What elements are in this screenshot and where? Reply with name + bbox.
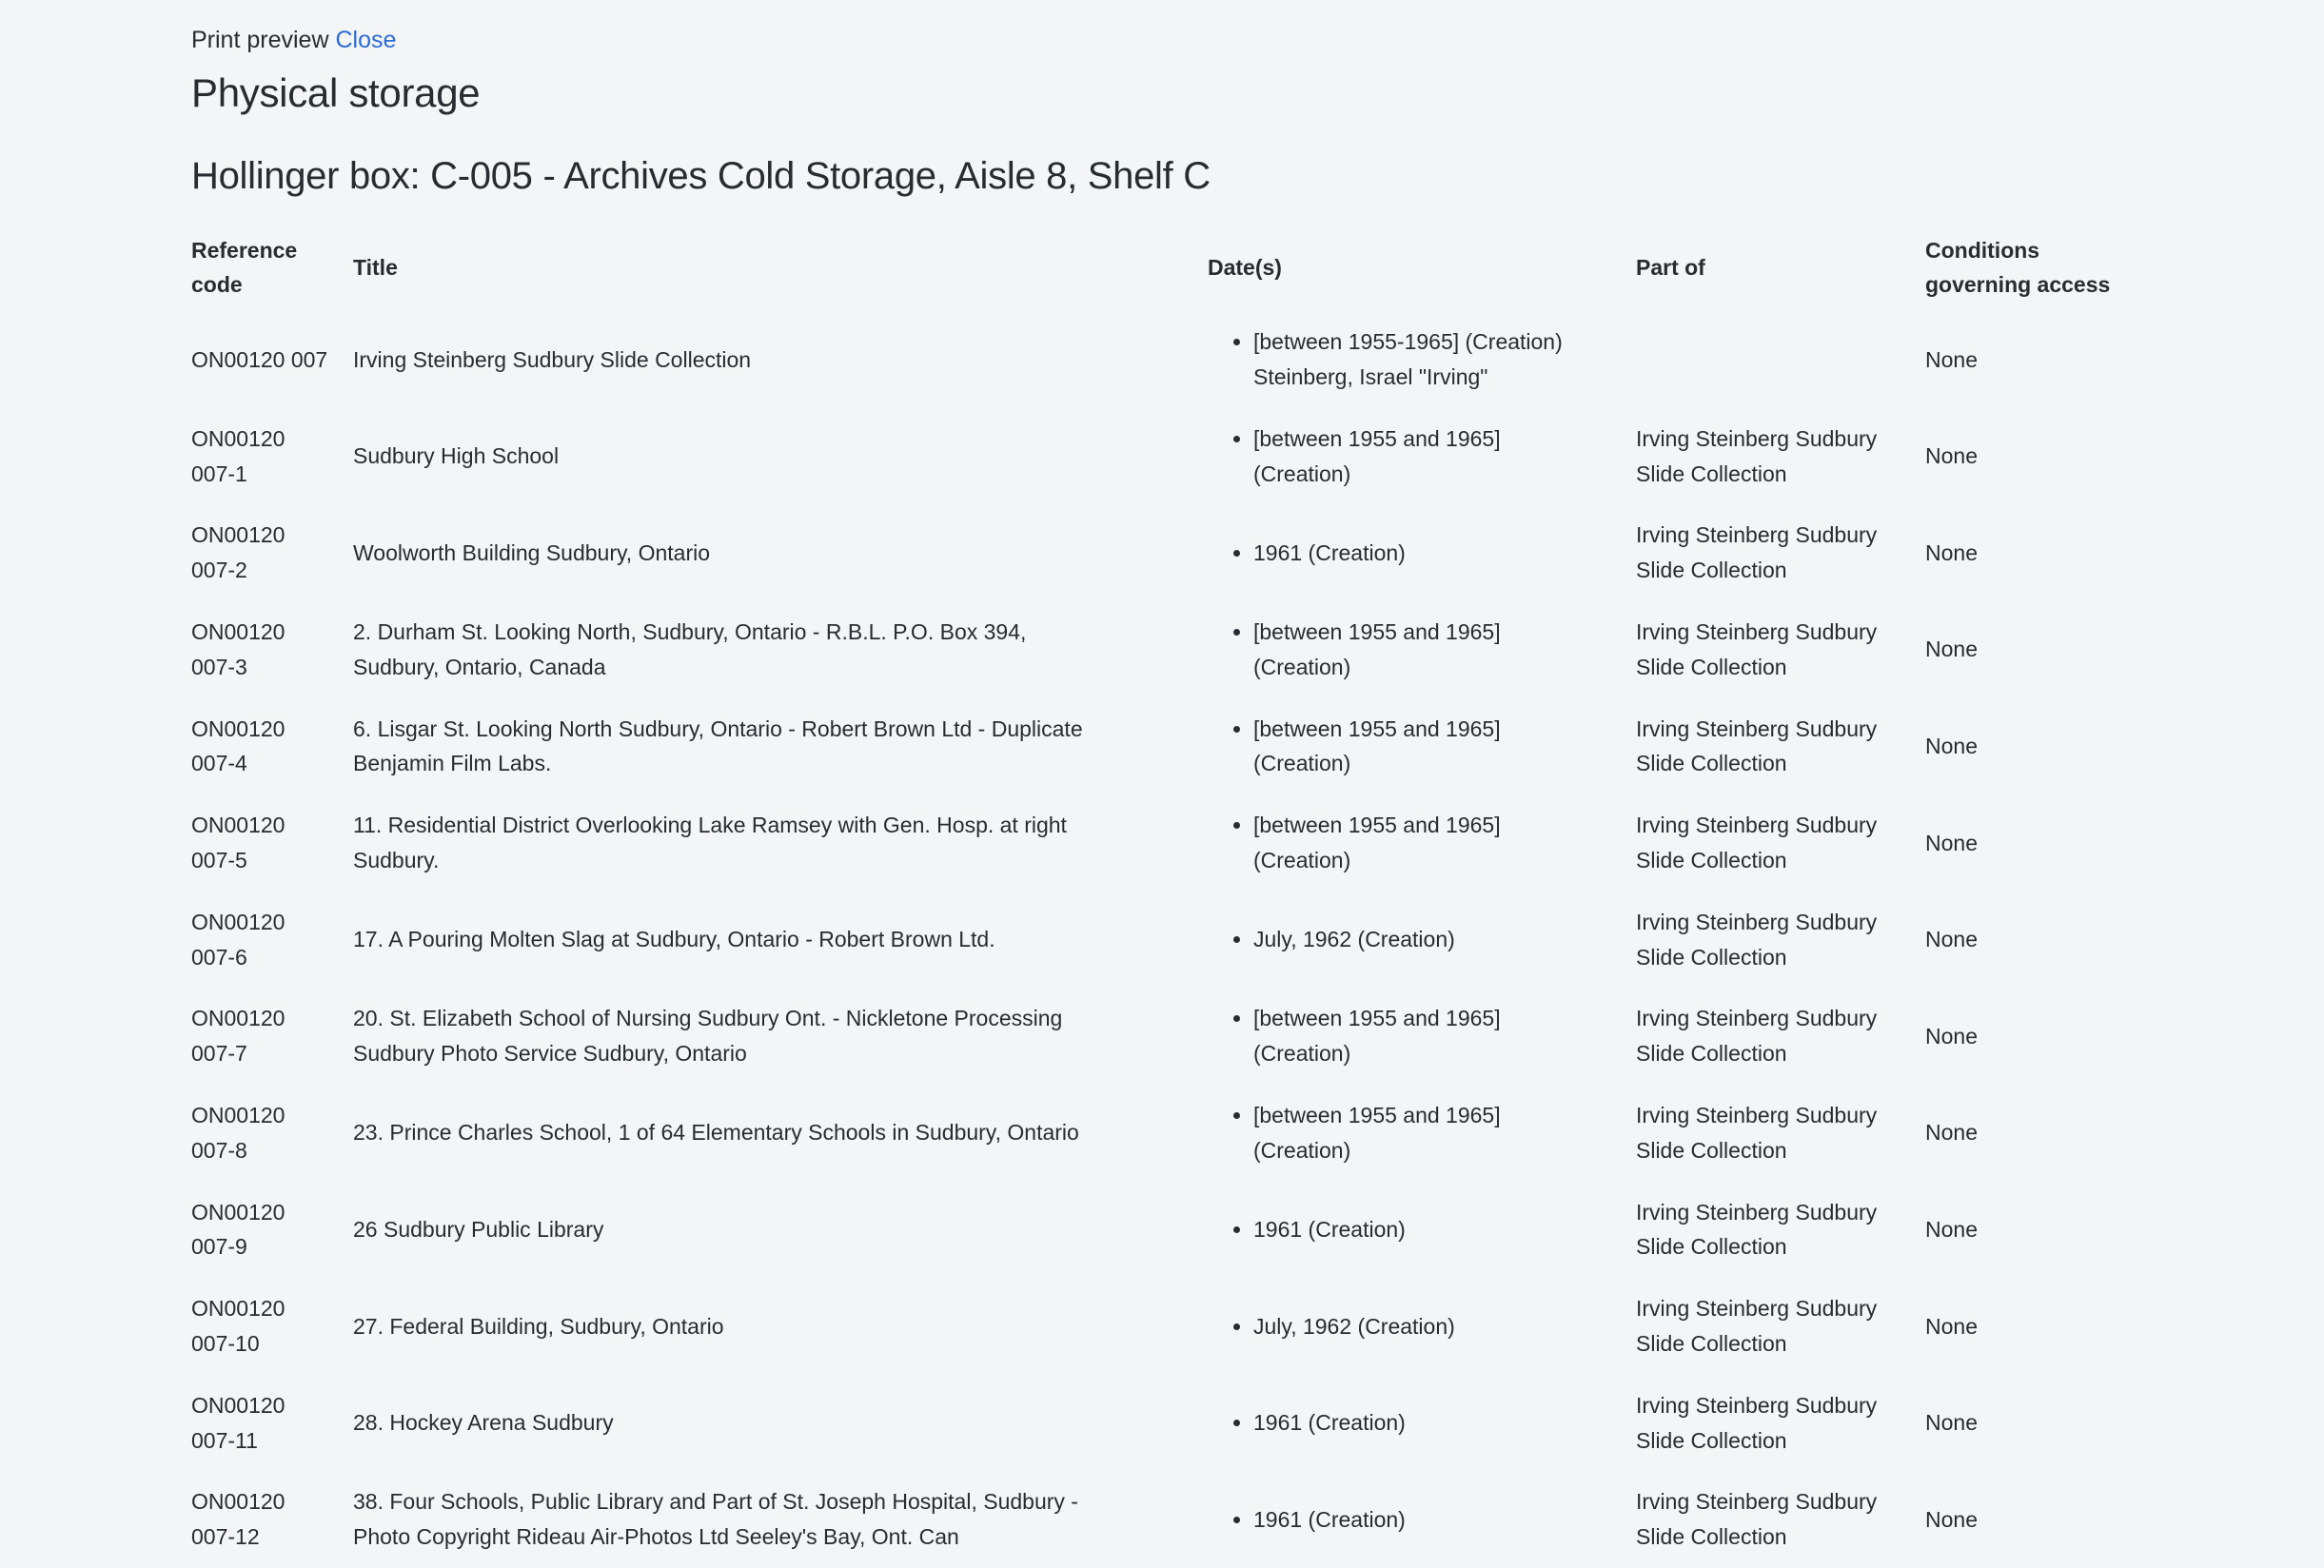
reference-code-cell: ON00120 007-9 bbox=[191, 1199, 286, 1260]
page-title: Physical storage bbox=[191, 69, 481, 115]
reference-code-cell: ON00120 007-5 bbox=[191, 813, 286, 873]
title-cell: 23. Prince Charles School, 1 of 64 Elementary Schools in Sudbury, Ontario bbox=[353, 1120, 1079, 1146]
conditions-cell: None bbox=[1925, 443, 1978, 469]
date-item: • July, 1962 (Creation) bbox=[1253, 1309, 1582, 1344]
dates-cell bbox=[1208, 1278, 1636, 1375]
table-row bbox=[191, 698, 2134, 795]
title-cell: 20. St. Elizabeth School of Nursing Sudbury Ont. - Nickletone Processing Sudbury Photo Service Sudbury, Ontario bbox=[353, 1006, 1063, 1067]
part-of-cell bbox=[1636, 311, 1925, 408]
col-header-dates: Date(s) bbox=[1208, 254, 1282, 280]
dates-cell bbox=[1208, 1471, 1636, 1568]
dates-list bbox=[1208, 808, 1582, 878]
conditions-cell: None bbox=[1925, 1120, 1978, 1146]
reference-code-cell: ON00120 007-12 bbox=[191, 1489, 286, 1550]
physical-storage-table bbox=[191, 225, 2134, 1568]
reference-code-cell: ON00120 007-11 bbox=[191, 1392, 286, 1453]
date-item: • [between 1955 and 1965] (Creation) bbox=[1253, 712, 1582, 782]
reference-code-cell: ON00120 007-6 bbox=[191, 909, 286, 970]
dates-list bbox=[1208, 1001, 1582, 1071]
table-row bbox=[191, 1182, 2134, 1279]
part-of-cell: Irving Steinberg Sudbury Slide Collection bbox=[1636, 1006, 1878, 1067]
title-cell: 17. A Pouring Molten Slag at Sudbury, Ontario - Robert Brown Ltd. bbox=[353, 927, 995, 952]
date-item: • [between 1955-1965] (Creation) Steinberg, Israel "Irving" bbox=[1253, 324, 1582, 395]
dates-list bbox=[1208, 1098, 1582, 1168]
title-cell: 27. Federal Building, Sudbury, Ontario bbox=[353, 1313, 724, 1339]
part-of-cell: Irving Steinberg Sudbury Slide Collection bbox=[1636, 715, 1878, 776]
dates-cell bbox=[1208, 1375, 1636, 1472]
dates-list bbox=[1208, 536, 1582, 571]
preview-bar bbox=[191, 25, 2134, 56]
dates-cell bbox=[1208, 892, 1636, 989]
dates-cell bbox=[1208, 988, 1636, 1085]
part-of-cell: Irving Steinberg Sudbury Slide Collection bbox=[1636, 1489, 1878, 1550]
date-item: • [between 1955 and 1965] (Creation) bbox=[1253, 421, 1582, 492]
part-of-cell: Irving Steinberg Sudbury Slide Collection bbox=[1636, 522, 1878, 583]
date-item: • [between 1955 and 1965] (Creation) bbox=[1253, 615, 1582, 685]
title-cell: 28. Hockey Arena Sudbury bbox=[353, 1410, 614, 1436]
conditions-cell: None bbox=[1925, 830, 1978, 855]
conditions-cell: None bbox=[1925, 927, 1978, 952]
part-of-cell: Irving Steinberg Sudbury Slide Collection bbox=[1636, 813, 1878, 873]
date-item: • 1961 (Creation) bbox=[1253, 1212, 1582, 1247]
part-of-cell: Irving Steinberg Sudbury Slide Collection bbox=[1636, 909, 1878, 970]
conditions-cell: None bbox=[1925, 1217, 1978, 1243]
table-row bbox=[191, 1471, 2134, 1568]
date-item: • 1961 (Creation) bbox=[1253, 536, 1582, 571]
reference-code-cell: ON00120 007 bbox=[191, 346, 328, 372]
dates-list bbox=[1208, 615, 1582, 685]
part-of-cell: Irving Steinberg Sudbury Slide Collection bbox=[1636, 425, 1878, 486]
part-of-cell: Irving Steinberg Sudbury Slide Collection bbox=[1636, 1103, 1878, 1163]
part-of-cell: Irving Steinberg Sudbury Slide Collection bbox=[1636, 1199, 1878, 1260]
close-link[interactable]: Close bbox=[335, 27, 397, 53]
reference-code-cell: ON00120 007-10 bbox=[191, 1296, 286, 1357]
dates-cell bbox=[1208, 408, 1636, 505]
date-item: • 1961 (Creation) bbox=[1253, 1405, 1582, 1441]
title-cell: Irving Steinberg Sudbury Slide Collection bbox=[353, 346, 752, 372]
table-row bbox=[191, 311, 2134, 408]
conditions-cell: None bbox=[1925, 1410, 1978, 1436]
dates-list bbox=[1208, 1405, 1582, 1441]
dates-cell bbox=[1208, 1085, 1636, 1182]
storage-table-body bbox=[191, 311, 2134, 1568]
table-row bbox=[191, 1375, 2134, 1472]
dates-cell bbox=[1208, 794, 1636, 892]
dates-cell bbox=[1208, 311, 1636, 408]
conditions-cell: None bbox=[1925, 734, 1978, 759]
date-item: • [between 1955 and 1965] (Creation) bbox=[1253, 1001, 1582, 1071]
part-of-cell: Irving Steinberg Sudbury Slide Collection bbox=[1636, 619, 1878, 679]
col-header-title: Title bbox=[353, 254, 398, 280]
table-row bbox=[191, 408, 2134, 505]
date-item: • [between 1955 and 1965] (Creation) bbox=[1253, 1098, 1582, 1168]
dates-cell bbox=[1208, 601, 1636, 698]
title-cell: 11. Residential District Overlooking Lake Ramsey with Gen. Hosp. at right Sudbury. bbox=[353, 813, 1067, 873]
dates-list bbox=[1208, 324, 1582, 395]
table-row bbox=[191, 988, 2134, 1085]
title-cell: 6. Lisgar St. Looking North Sudbury, Ontario - Robert Brown Ltd - Duplicate Benjamin Film Labs. bbox=[353, 715, 1083, 776]
reference-code-cell: ON00120 007-1 bbox=[191, 425, 286, 486]
title-cell: Woolworth Building Sudbury, Ontario bbox=[353, 539, 711, 565]
col-header-part-of: Part of bbox=[1636, 254, 1705, 280]
dates-cell bbox=[1208, 698, 1636, 795]
date-item: • July, 1962 (Creation) bbox=[1253, 922, 1582, 957]
reference-code-cell: ON00120 007-7 bbox=[191, 1006, 286, 1067]
conditions-cell: None bbox=[1925, 539, 1978, 565]
table-row bbox=[191, 892, 2134, 989]
part-of-cell: Irving Steinberg Sudbury Slide Collection bbox=[1636, 1296, 1878, 1357]
table-row bbox=[191, 1085, 2134, 1182]
conditions-cell: None bbox=[1925, 1506, 1978, 1532]
dates-cell bbox=[1208, 1182, 1636, 1279]
part-of-cell: Irving Steinberg Sudbury Slide Collection bbox=[1636, 1392, 1878, 1453]
reference-code-cell: ON00120 007-8 bbox=[191, 1103, 286, 1163]
reference-code-cell: ON00120 007-3 bbox=[191, 619, 286, 679]
date-item: • 1961 (Creation) bbox=[1253, 1502, 1582, 1538]
box-title: Hollinger box: C-005 - Archives Cold Storage, Aisle 8, Shelf C bbox=[191, 155, 1211, 197]
table-row bbox=[191, 601, 2134, 698]
conditions-cell: None bbox=[1925, 637, 1978, 662]
title-cell: Sudbury High School bbox=[353, 443, 560, 469]
col-header-reference-code: Reference code bbox=[191, 238, 298, 297]
conditions-cell: None bbox=[1925, 346, 1978, 372]
table-row bbox=[191, 1278, 2134, 1375]
conditions-cell: None bbox=[1925, 1313, 1978, 1339]
col-header-conditions: Conditions governing access bbox=[1925, 238, 2111, 297]
print-preview-label: Print preview bbox=[191, 27, 329, 53]
dates-list bbox=[1208, 1502, 1582, 1538]
reference-code-cell: ON00120 007-2 bbox=[191, 522, 286, 583]
title-cell: 2. Durham St. Looking North, Sudbury, Ontario - R.B.L. P.O. Box 394, Sudbury, Ontario, Canada bbox=[353, 619, 1027, 679]
title-cell: 26 Sudbury Public Library bbox=[353, 1217, 604, 1243]
dates-list bbox=[1208, 1309, 1582, 1344]
dates-list bbox=[1208, 421, 1582, 492]
table-row bbox=[191, 504, 2134, 601]
dates-list bbox=[1208, 922, 1582, 957]
title-cell: 38. Four Schools, Public Library and Part of St. Joseph Hospital, Sudbury - Photo Copyright Rideau Air-Photos Ltd Seeley's Bay, Ont. Can bbox=[353, 1489, 1078, 1550]
date-item: • [between 1955 and 1965] (Creation) bbox=[1253, 808, 1582, 878]
dates-cell bbox=[1208, 504, 1636, 601]
table-row bbox=[191, 794, 2134, 892]
reference-code-cell: ON00120 007-4 bbox=[191, 715, 286, 776]
conditions-cell: None bbox=[1925, 1023, 1978, 1049]
dates-list bbox=[1208, 712, 1582, 782]
table-header-row bbox=[191, 225, 2134, 311]
dates-list bbox=[1208, 1212, 1582, 1247]
